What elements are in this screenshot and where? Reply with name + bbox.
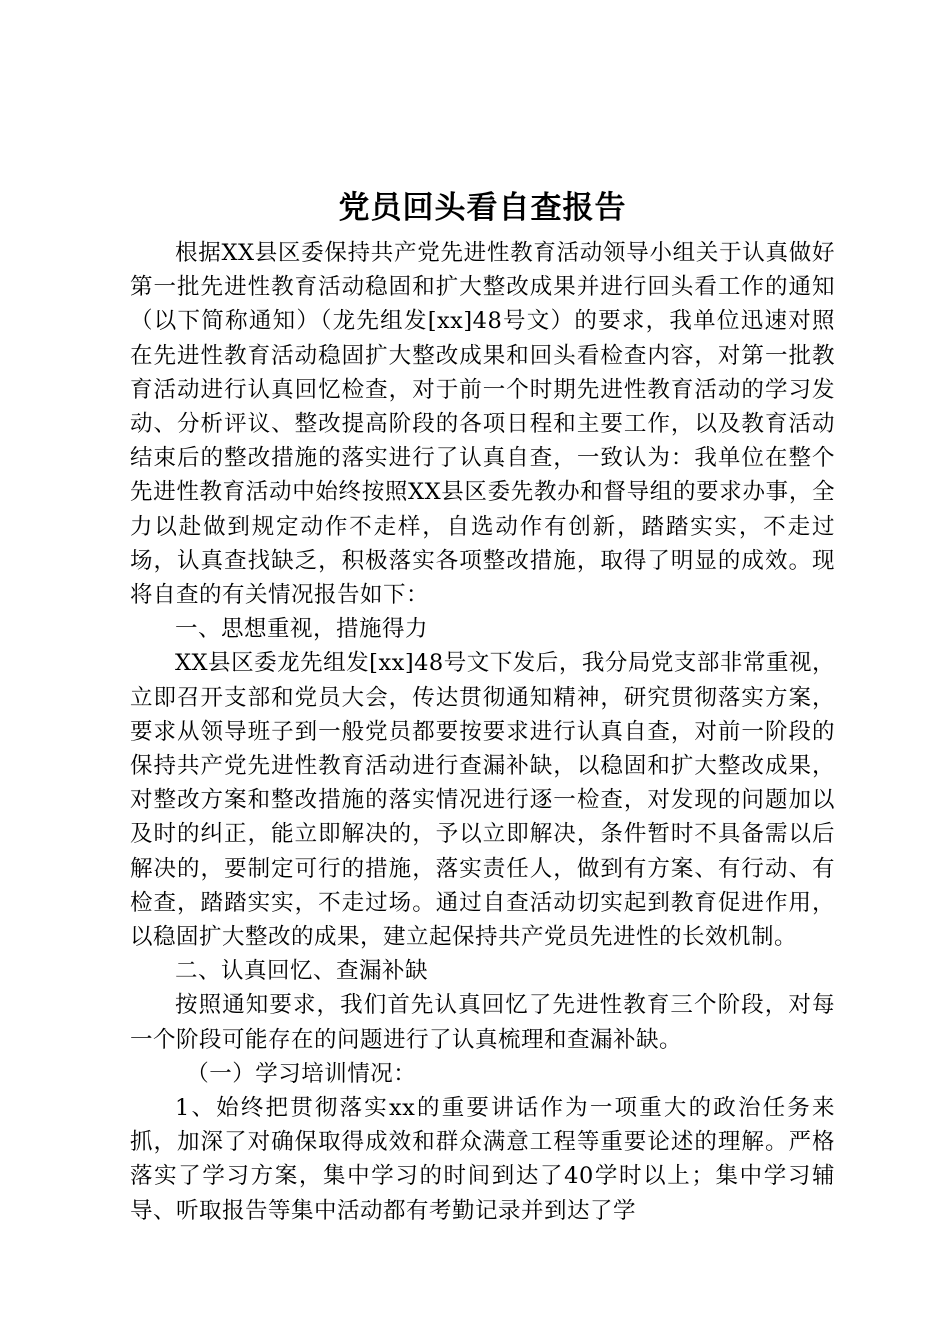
- section-1-paragraph: XX县区委龙先组发[xx]48号文下发后，我分局党支部非常重视，立即召开支部和党员大会，传达贯彻通知精神，研究贯彻落实方案，要求从领导班子到一般党员都要按要求进行认真自查，对前一阶段的保持共产党先进性教育活动进行查漏补缺，以稳固和扩大整改成果，对整改方案和整改措施的落实情况进行逐一检查，对发现的问题加以及时的纠正，能立即解决的，予以立即解决，条件暂时不具备需以后解决的，要制定可行的措施，落实责任人，做到有方案、有行动、有检查，踏踏实实，不走过场。通过自查活动切实起到教育促进作用，以稳固扩大整改的成果，建立起保持共产党员先进性的长效机制。: [130, 650, 835, 951]
- page-title: 党员回头看自查报告: [338, 190, 627, 226]
- section-2-paragraph: 按照通知要求，我们首先认真回忆了先进性教育三个阶段，对每一个阶段可能存在的问题进行了认真梳理和查漏补缺。: [130, 992, 835, 1053]
- document-body: [130, 183, 835, 1228]
- item-1-paragraph: 1、始终把贯彻落实xx的重要讲话作为一项重大的政治任务来抓，加深了对确保取得成效和群众满意工程等重要论述的理解。严格落实了学习方案，集中学习的时间到达了40学时以上；集中学习辅导、听取报告等集中活动都有考勤记录并到达了学: [130, 1095, 835, 1224]
- section-1-heading: 一、思想重视，措施得力: [175, 616, 429, 643]
- section-2-heading: 二、认真回忆、查漏补缺: [175, 958, 429, 985]
- intro-paragraph: 根据XX县区委保持共产党先进性教育活动领导小组关于认真做好第一批先进性教育活动稳固和扩大整改成果并进行回头看工作的通知（以下简称通知）（龙先组发[xx]48号文）的要求，我单位迅速对照在先进性教育活动稳固扩大整改成果和回头看检查内容，对第一批教育活动进行认真回忆检查，对于前一个时期先进性教育活动的学习发动、分析评议、整改提高阶段的各项日程和主要工作，以及教育活动结束后的整改措施的落实进行了认真自查，一致认为：我单位在整个先进性教育活动中始终按照XX县区委先教办和督导组的要求办事，全力以赴做到规定动作不走样，自选动作有创新，踏踏实实，不走过场，认真查找缺乏，积极落实各项整改措施，取得了明显的成效。现将自查的有关情况报告如下：: [130, 240, 835, 609]
- subsection-1-heading: （一）学习培训情况：: [186, 1060, 417, 1087]
